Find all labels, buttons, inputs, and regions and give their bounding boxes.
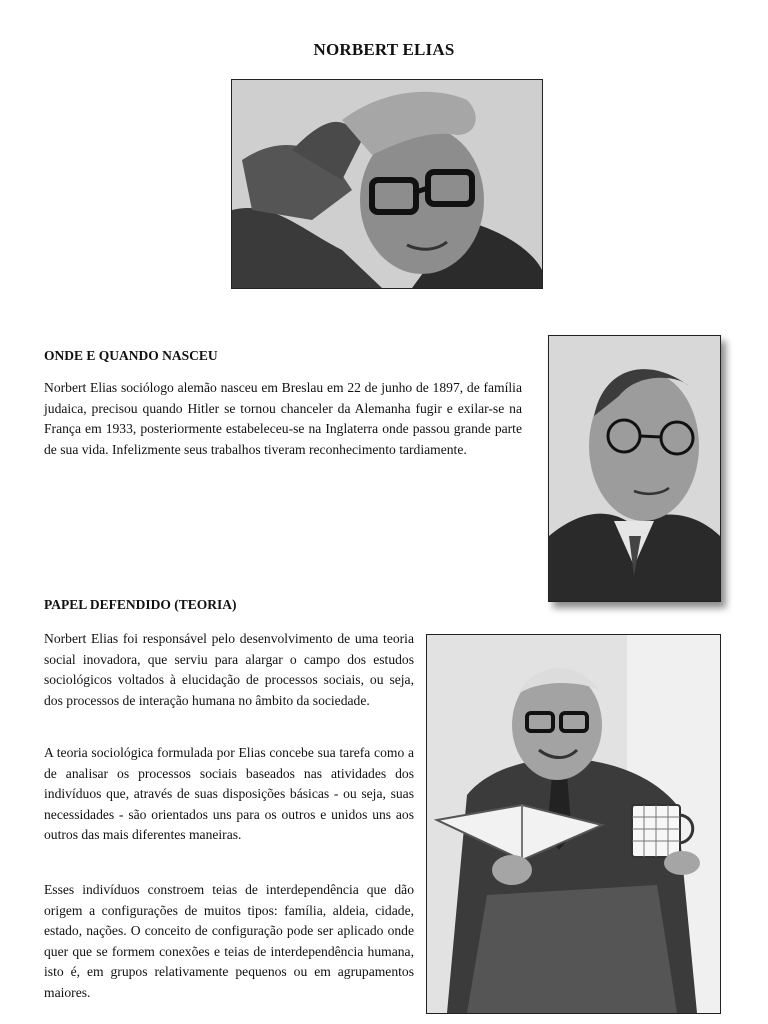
- paragraph-theory-1: Norbert Elias foi responsável pelo desenvolvimento de uma teoria social inovadora, que serviu para alargar o campo dos estudos sociológicos voltados à elucidação de processos sociais, ou seja, dos processos de interação humana no âmbito da sociedade.: [44, 631, 414, 708]
- paragraph-birth: Norbert Elias sociólogo alemão nasceu em Breslau em 22 de junho de 1897, de família judaica, precisou quando Hitler se tornou chanceler da Alemanha fugir e exilar-se na França em 1933, posteriormente estabeleceu-se na Inglaterra onde passou grande parte de sua vida. Infelizmente seus trabalhos tiveram reconhecimento tardiamente.: [44, 380, 522, 457]
- portrait-photo-hand-on-head: [231, 79, 543, 289]
- paragraph-theory-3: Esses indivíduos constroem teias de interdependência que dão origem a configurações de muitos tipos: família, aldeia, cidade, estado, nações. O conceito de configuração pode ser aplicado onde quer que se formem conexões e teias de interdependência humana, isto é, em grupos relativamente pequenos ou em agrupamentos maiores.: [44, 882, 414, 1000]
- photo-reading-with-mug: [426, 634, 721, 1014]
- portrait-photo-young: [548, 335, 721, 602]
- section-heading-birth: ONDE E QUANDO NASCEU: [44, 348, 218, 363]
- page-title: NORBERT ELIAS: [313, 40, 455, 59]
- paragraph-theory-2: A teoria sociológica formulada por Elias concebe sua tarefa como a de analisar os processos sociais baseados nas atividades dos indivíduos que, através de suas disposições básicas - ou seja, suas necessidades - são orientados uns para os outros e unidos uns aos outros das mais diferentes maneiras.: [44, 745, 414, 843]
- section-heading-theory: PAPEL DEFENDIDO (TEORIA): [44, 597, 237, 612]
